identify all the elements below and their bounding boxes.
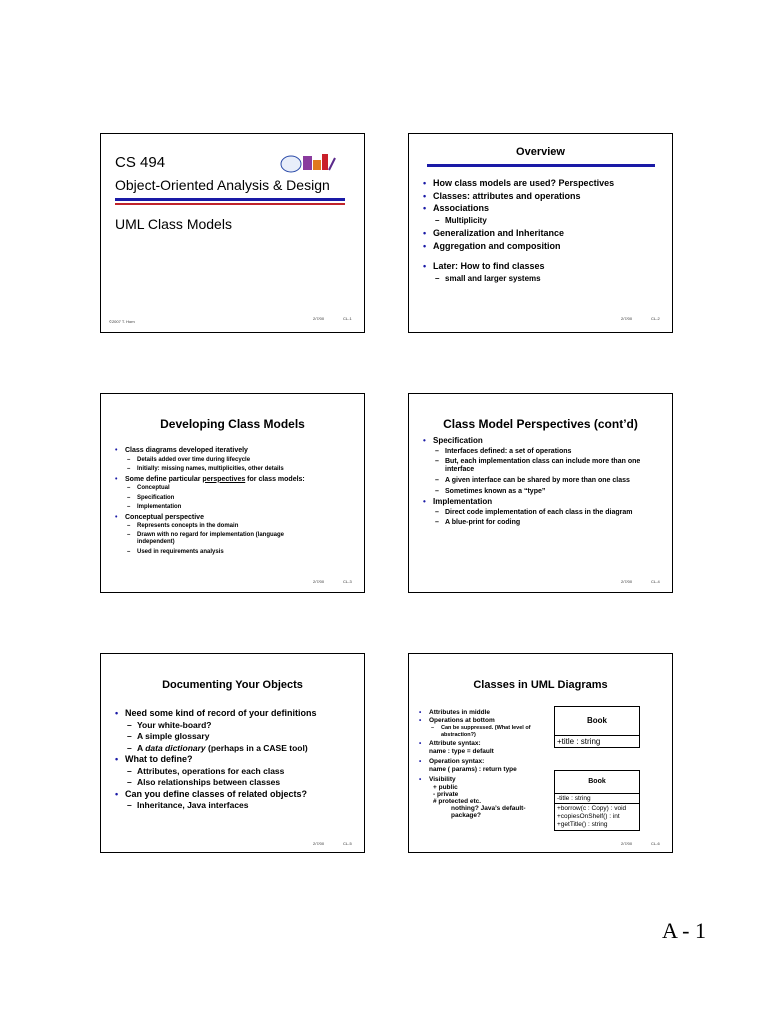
list-subitem: – Interfaces defined: a set of operations: [435, 447, 572, 455]
list-subitem: – Implementation: [127, 504, 182, 510]
uml-attribute: -title : string: [555, 793, 639, 803]
list-item: • Can you define classes of related objects?: [115, 788, 308, 799]
list-item: • Operations at bottom: [419, 717, 495, 724]
list-subitem: – Attributes, operations for each class: [127, 765, 285, 776]
list-subitem: – Details added over time during lifecycle: [127, 456, 251, 463]
list-subitem: – Multiplicity: [435, 215, 487, 225]
slide-title: Documenting Your Objects: [162, 679, 303, 691]
list-subitem: – Initially: missing names, multiplicities, other details: [127, 466, 284, 472]
list-item: • Aggregation and composition: [423, 240, 561, 251]
uml-operation: +getTitle() : string: [557, 821, 608, 828]
list-subitem: – Also relationships between classes: [127, 777, 281, 787]
list-item-detail: # protected etc.: [433, 798, 482, 805]
slide-title: Class Model Perspectives (cont’d): [443, 417, 638, 431]
footer-left: ©2007 T. Horn: [109, 319, 135, 324]
slide-documenting-objects: [100, 653, 365, 853]
slide-class-model-perspectives: [408, 393, 673, 593]
list-subitem: – Can be suppressed. (What level of abstraction?): [431, 725, 531, 738]
list-subitem: – Direct code implementation of each class in the diagram: [435, 508, 633, 516]
title-divider: [427, 164, 655, 167]
uml-attribute: +title : string: [555, 735, 639, 747]
uml-operation: +copiesOnShelf() : int: [557, 813, 620, 820]
bullet-list: [419, 709, 554, 819]
list-subitem: – Represents concepts in the domain: [127, 523, 239, 529]
footer-date: 2/7/00: [313, 841, 325, 846]
footer-num: CL-3: [343, 579, 352, 584]
slide-title: Classes in UML Diagrams: [473, 679, 608, 691]
list-item: • Need some kind of record of your definitions: [115, 708, 317, 718]
footer-num: CL-6: [651, 841, 660, 846]
footer-num: CL-2: [651, 316, 660, 321]
list-item: • Visibility: [419, 776, 456, 783]
footer-date: 2/7/00: [313, 579, 325, 584]
footer-date: 2/7/00: [621, 579, 633, 584]
list-item: • Associations: [423, 203, 490, 213]
list-item: • Generalization and Inheritance: [423, 228, 565, 238]
list-subitem: – Used in requirements analysis: [127, 548, 224, 555]
list-subitem: – Conceptual: [127, 485, 170, 491]
list-item: • Some define particular perspectives for class models:: [115, 475, 305, 483]
slide-title: Overview: [516, 146, 565, 158]
list-item-detail: + public: [433, 784, 458, 791]
uml-class-box-simple: [554, 706, 640, 748]
footer-date: 2/7/00: [313, 316, 325, 321]
bullet-list: [115, 446, 355, 557]
footer-num: CL-1: [343, 316, 352, 321]
list-item-detail: nothing? Java’s default-package?: [451, 805, 526, 819]
list-item: • Attribute syntax:: [419, 740, 481, 747]
footer-num: CL-5: [343, 841, 352, 846]
list-item-detail: name : type = default: [429, 748, 494, 755]
slide-title: [100, 133, 365, 333]
list-item: • Classes: attributes and operations: [423, 190, 581, 201]
list-item-detail: name ( params) : return type: [429, 766, 517, 773]
list-item: • Attributes in middle: [419, 709, 491, 716]
list-item: • Conceptual perspective: [115, 513, 204, 521]
uml-class-name: Book: [587, 716, 607, 725]
uml-operation: +borrow(c : Copy) : void: [557, 805, 627, 812]
uml-class-name: Book: [588, 778, 606, 785]
list-subitem: – But, each implementation class can include more than one interface: [435, 458, 641, 473]
list-subitem: – A simple glossary: [127, 731, 210, 741]
list-subitem: – Your white-board?: [127, 719, 212, 730]
list-subitem: – small and larger systems: [435, 273, 541, 283]
list-subitem: – A given interface can be shared by more than one class: [435, 477, 630, 484]
slide-classes-in-uml: [408, 653, 673, 853]
list-subitem: – Specification: [127, 494, 175, 501]
slide-overview: [408, 133, 673, 333]
list-item: • Specification: [423, 436, 483, 445]
footer-date: 2/7/00: [621, 841, 633, 846]
list-item: • Class diagrams developed iteratively: [115, 447, 248, 454]
list-subitem: – Inheritance, Java interfaces: [127, 800, 249, 810]
course-code: CS 494: [115, 154, 166, 171]
footer-date: 2/7/00: [621, 316, 633, 321]
list-subitem: – Drawn with no regard for implementation (language independent): [127, 531, 285, 545]
list-item-detail: - private: [433, 791, 459, 798]
list-item: • Later: How to find classes: [423, 261, 545, 271]
list-subitem: – A data dictionary (perhaps in a CASE tool): [127, 742, 308, 753]
uml-operations: [555, 803, 639, 830]
uml-class-box-detailed: [554, 770, 640, 831]
list-item: • What to define?: [115, 754, 193, 764]
list-item: • Operation syntax:: [419, 758, 485, 765]
slide-subtitle: UML Class Models: [115, 216, 232, 232]
title-divider-red: [115, 203, 345, 205]
logo-icon: [279, 152, 339, 174]
title-divider-blue: [115, 198, 345, 201]
page-label: A - 1: [662, 918, 706, 943]
bullet-list: [115, 708, 360, 812]
slide-title: Developing Class Models: [160, 417, 305, 431]
underlined-word: perspectives: [202, 475, 246, 483]
slide-developing-class-models: [100, 393, 365, 593]
footer-num: CL-4: [651, 579, 660, 584]
bullet-list: [423, 177, 614, 285]
list-subitem: – A blue-print for coding: [435, 519, 521, 526]
bullet-list: [423, 436, 663, 529]
list-item: • How class models are used? Perspectives: [423, 178, 615, 188]
course-title: Object-Oriented Analysis & Design: [115, 177, 330, 193]
list-item: • Implementation: [423, 497, 493, 506]
italic-term: data dictionary: [145, 742, 206, 753]
list-subitem: – Sometimes known as a “type”: [435, 487, 546, 495]
